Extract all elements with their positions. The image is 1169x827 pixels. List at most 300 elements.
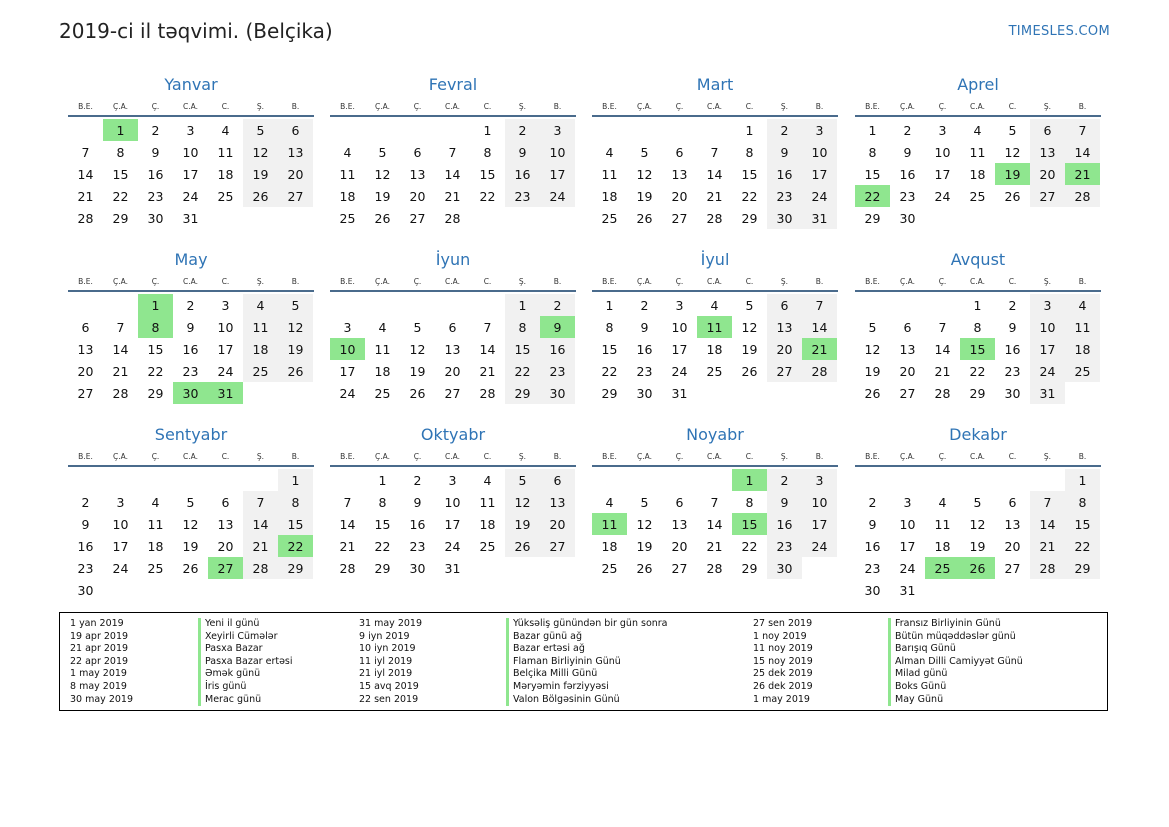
day-cell: 21 <box>934 363 951 379</box>
legend-entry: Pasxa Bazar ertəsi <box>205 655 293 667</box>
day-cell: 9 <box>505 141 540 163</box>
day-cell: 15 <box>601 341 618 357</box>
legend-entry: Bazar günü ağ <box>513 630 583 642</box>
day-cell: 11 <box>969 144 986 160</box>
day-cell: 10 <box>217 319 234 335</box>
weekday-label: Ş. <box>518 276 527 286</box>
day-cell: 27 <box>671 560 688 576</box>
day-cell: 19 <box>409 363 426 379</box>
header-rule <box>592 115 838 117</box>
day-cell: 21 <box>1030 535 1065 557</box>
day-cell: 16 <box>409 516 426 532</box>
weekday-header <box>855 449 1101 463</box>
legend-entry: 21 apr 2019 <box>70 643 129 655</box>
empty-cell <box>435 294 470 316</box>
weekday-label: C.A. <box>182 101 198 111</box>
day-cell: 9 <box>903 144 912 160</box>
day-cell: 17 <box>1030 338 1065 360</box>
weekday-label: Ç.A. <box>899 101 915 111</box>
day-cell: 30 <box>540 382 575 404</box>
weekday-header <box>68 99 314 113</box>
weekday-label: Ş. <box>256 101 265 111</box>
day-cell: 6 <box>675 494 684 510</box>
day-cell: 11 <box>374 341 391 357</box>
weekday-label: B.E. <box>78 276 93 286</box>
day-cell: 5 <box>378 144 387 160</box>
holiday-day: 31 <box>208 382 243 404</box>
day-cell: 15 <box>1065 513 1100 535</box>
weekday-label: Ş. <box>780 101 789 111</box>
empty-cell <box>68 294 103 316</box>
legend-entry: Valon Bölgəsinin Günü <box>513 693 620 705</box>
day-cell: 1 <box>745 122 754 138</box>
day-cell: 22 <box>741 188 758 204</box>
weekday-label: C.A. <box>444 276 460 286</box>
day-cell: 19 <box>505 513 540 535</box>
legend-entry: Yüksəliş günündən bir gün sonra <box>513 618 668 629</box>
day-cell: 1 <box>483 122 492 138</box>
day-cell: 16 <box>182 341 199 357</box>
weekday-label: Ç.A. <box>112 101 128 111</box>
day-cell: 13 <box>540 491 575 513</box>
weekday-label: B.E. <box>602 276 617 286</box>
day-cell: 30 <box>636 385 653 401</box>
month-name: Aprel <box>957 75 999 94</box>
day-cell: 28 <box>934 385 951 401</box>
day-cell: 6 <box>675 144 684 160</box>
day-cell: 30 <box>767 207 802 229</box>
header-rule <box>330 115 576 117</box>
day-cell: 3 <box>802 469 837 491</box>
day-cell: 14 <box>444 166 461 182</box>
weekday-label: B. <box>815 451 824 461</box>
weekday-label: C. <box>221 451 230 461</box>
day-cell: 28 <box>339 560 356 576</box>
day-cell: 13 <box>671 166 688 182</box>
legend-entry: 1 yan 2019 <box>70 618 124 629</box>
legend-names-col-3 <box>888 618 1023 706</box>
empty-cell <box>365 294 400 316</box>
legend-entry: Fransız Birliyinin Günü <box>895 618 1001 629</box>
day-cell: 27 <box>1004 560 1021 576</box>
weekday-label: C.A. <box>444 101 460 111</box>
day-cell: 24 <box>112 560 129 576</box>
day-cell: 24 <box>1030 360 1065 382</box>
page-title: 2019-ci il təqvimi. (Belçika) <box>59 19 333 43</box>
day-cell: 24 <box>540 185 575 207</box>
day-cell: 10 <box>899 516 916 532</box>
day-cell: 13 <box>278 141 313 163</box>
day-cell: 20 <box>671 538 688 554</box>
brand-link[interactable]: TIMESLES.COM <box>1008 24 1110 39</box>
day-cell: 17 <box>934 166 951 182</box>
day-cell: 16 <box>767 513 802 535</box>
month-name: İyun <box>435 250 471 269</box>
legend-entry: Alman Dilli Camiyyət Günü <box>895 655 1023 667</box>
empty-cell <box>662 119 697 141</box>
day-cell: 7 <box>710 494 719 510</box>
day-cell: 13 <box>1030 141 1065 163</box>
day-cell: 5 <box>186 494 195 510</box>
day-cell: 14 <box>934 341 951 357</box>
day-cell: 28 <box>1065 185 1100 207</box>
weekday-label: Ç. <box>938 451 947 461</box>
legend-entry: Xeyirli Cümələr <box>205 630 278 642</box>
weekday-header <box>68 449 314 463</box>
day-cell: 15 <box>505 338 540 360</box>
weekday-header <box>330 449 576 463</box>
weekday-label: Ç. <box>413 276 422 286</box>
day-cell: 14 <box>706 166 723 182</box>
weekday-label: Ç. <box>151 276 160 286</box>
holiday-day: 9 <box>540 316 575 338</box>
month-name: Dekabr <box>949 425 1007 444</box>
day-cell: 27 <box>1030 185 1065 207</box>
day-cell: 13 <box>409 166 426 182</box>
day-grid <box>330 294 576 404</box>
day-cell: 21 <box>479 363 496 379</box>
day-cell: 8 <box>745 144 754 160</box>
empty-cell <box>470 294 505 316</box>
day-cell: 18 <box>1065 338 1100 360</box>
day-cell: 23 <box>767 535 802 557</box>
day-cell: 13 <box>77 341 94 357</box>
legend-entry: 8 may 2019 <box>70 680 127 692</box>
legend-entry: 11 iyl 2019 <box>359 655 413 667</box>
weekday-label: Ş. <box>518 101 527 111</box>
legend-dates-col-3 <box>753 618 813 706</box>
day-cell: 5 <box>505 469 540 491</box>
day-cell: 17 <box>217 341 234 357</box>
holiday-day: 1 <box>103 119 138 141</box>
day-cell: 16 <box>636 341 653 357</box>
weekday-label: C.A. <box>182 276 198 286</box>
day-grid <box>592 469 838 579</box>
day-cell: 9 <box>767 141 802 163</box>
month-name: Fevral <box>428 75 478 94</box>
day-cell: 29 <box>374 560 391 576</box>
day-cell: 7 <box>243 491 278 513</box>
weekday-header <box>592 449 838 463</box>
weekday-label: C. <box>745 276 754 286</box>
day-cell: 27 <box>899 385 916 401</box>
holiday-day: 1 <box>732 469 767 491</box>
legend-entry: 1 may 2019 <box>70 668 127 680</box>
day-cell: 14 <box>77 166 94 182</box>
weekday-label: B. <box>553 276 562 286</box>
weekday-label: C. <box>1008 101 1017 111</box>
day-cell: 7 <box>81 144 90 160</box>
weekday-label: C. <box>483 101 492 111</box>
day-cell: 22 <box>601 363 618 379</box>
day-cell: 17 <box>182 166 199 182</box>
weekday-label: C.A. <box>969 276 985 286</box>
day-cell: 31 <box>802 207 837 229</box>
day-grid <box>855 294 1101 404</box>
day-cell: 29 <box>741 210 758 226</box>
day-cell: 18 <box>601 538 618 554</box>
day-cell: 29 <box>278 557 313 579</box>
holiday-day: 1 <box>138 294 173 316</box>
empty-cell <box>330 119 365 141</box>
day-cell: 3 <box>116 494 125 510</box>
day-cell: 10 <box>934 144 951 160</box>
day-cell: 4 <box>938 494 947 510</box>
weekday-label: C. <box>483 451 492 461</box>
day-cell: 25 <box>217 188 234 204</box>
legend-entry: 26 dek 2019 <box>753 680 813 692</box>
month-may <box>68 249 314 404</box>
day-cell: 18 <box>217 166 234 182</box>
day-cell: 9 <box>186 319 195 335</box>
day-cell: 24 <box>671 363 688 379</box>
month-avqust <box>855 249 1101 404</box>
day-cell: 12 <box>864 341 881 357</box>
day-cell: 9 <box>413 494 422 510</box>
day-cell: 26 <box>243 185 278 207</box>
holiday-legend <box>59 612 1108 711</box>
weekday-label: B. <box>1078 276 1087 286</box>
weekday-label: C.A. <box>969 101 985 111</box>
weekday-label: Ç.A. <box>112 276 128 286</box>
legend-entry: 27 sen 2019 <box>753 618 813 629</box>
day-cell: 23 <box>1004 363 1021 379</box>
day-cell: 13 <box>671 516 688 532</box>
day-cell: 23 <box>540 360 575 382</box>
day-cell: 27 <box>444 385 461 401</box>
day-cell: 4 <box>605 144 614 160</box>
weekday-label: B. <box>815 101 824 111</box>
legend-entry: 21 iyl 2019 <box>359 668 413 680</box>
day-cell: 31 <box>899 582 916 598</box>
day-cell: 28 <box>77 210 94 226</box>
legend-entry: Bazar ertəsi ağ <box>513 643 585 655</box>
day-cell: 28 <box>706 560 723 576</box>
month-oktyabr <box>330 424 576 579</box>
legend-entry: 10 iyn 2019 <box>359 643 416 655</box>
day-grid <box>330 119 576 229</box>
legend-entry: 22 sen 2019 <box>359 693 419 705</box>
day-cell: 9 <box>151 144 160 160</box>
day-cell: 4 <box>1065 294 1100 316</box>
weekday-label: Ç. <box>675 276 684 286</box>
legend-entry: 11 noy 2019 <box>753 643 813 655</box>
day-cell: 9 <box>868 516 877 532</box>
day-cell: 4 <box>710 297 719 313</box>
day-cell: 5 <box>278 294 313 316</box>
day-cell: 15 <box>278 513 313 535</box>
day-cell: 25 <box>969 188 986 204</box>
month-aprel <box>855 74 1101 229</box>
weekday-label: Ç. <box>413 101 422 111</box>
day-cell: 3 <box>448 472 457 488</box>
day-cell: 24 <box>339 385 356 401</box>
day-cell: 24 <box>444 538 461 554</box>
day-cell: 29 <box>112 210 129 226</box>
weekday-label: Ş. <box>1043 276 1052 286</box>
day-cell: 29 <box>741 560 758 576</box>
month-name: Avqust <box>950 250 1006 269</box>
day-cell: 31 <box>444 560 461 576</box>
day-cell: 25 <box>601 560 618 576</box>
weekday-label: Ç.A. <box>636 451 652 461</box>
day-cell: 17 <box>112 538 129 554</box>
day-cell: 1 <box>278 469 313 491</box>
legend-entry: Yeni il günü <box>205 618 260 629</box>
weekday-label: Ç. <box>675 451 684 461</box>
day-cell: 25 <box>479 538 496 554</box>
day-cell: 7 <box>1065 119 1100 141</box>
weekday-label: C. <box>483 276 492 286</box>
header-rule <box>855 115 1101 117</box>
day-cell: 6 <box>1030 119 1065 141</box>
empty-cell <box>697 469 732 491</box>
day-cell: 6 <box>767 294 802 316</box>
day-cell: 15 <box>147 341 164 357</box>
day-cell: 24 <box>802 535 837 557</box>
day-cell: 29 <box>601 385 618 401</box>
day-cell: 28 <box>112 385 129 401</box>
day-cell: 22 <box>741 538 758 554</box>
day-cell: 16 <box>540 338 575 360</box>
day-cell: 11 <box>243 316 278 338</box>
weekday-label: Ç. <box>413 451 422 461</box>
day-cell: 2 <box>505 119 540 141</box>
day-cell: 30 <box>409 560 426 576</box>
header-rule <box>330 290 576 292</box>
weekday-label: Ş. <box>256 451 265 461</box>
weekday-label: Ç. <box>151 451 160 461</box>
day-cell: 15 <box>479 166 496 182</box>
legend-dates-col-1 <box>70 618 133 706</box>
weekday-label: C.A. <box>182 451 198 461</box>
day-cell: 9 <box>640 319 649 335</box>
day-cell: 1 <box>1065 469 1100 491</box>
day-cell: 12 <box>374 166 391 182</box>
day-cell: 3 <box>675 297 684 313</box>
weekday-label: C.A. <box>969 451 985 461</box>
weekday-label: C. <box>745 451 754 461</box>
empty-cell <box>400 294 435 316</box>
day-cell: 8 <box>483 144 492 160</box>
day-cell: 21 <box>706 538 723 554</box>
day-cell: 31 <box>1030 382 1065 404</box>
day-cell: 30 <box>864 582 881 598</box>
day-cell: 2 <box>413 472 422 488</box>
day-cell: 18 <box>374 363 391 379</box>
holiday-day: 21 <box>802 338 837 360</box>
legend-entry: 19 apr 2019 <box>70 630 129 642</box>
day-cell: 9 <box>767 491 802 513</box>
day-cell: 29 <box>969 385 986 401</box>
day-cell: 14 <box>479 341 496 357</box>
day-cell: 17 <box>540 163 575 185</box>
day-cell: 20 <box>671 188 688 204</box>
holiday-day: 26 <box>960 557 995 579</box>
day-cell: 14 <box>706 516 723 532</box>
weekday-label: Ç.A. <box>899 451 915 461</box>
day-cell: 23 <box>505 185 540 207</box>
day-cell: 29 <box>1065 557 1100 579</box>
legend-entry: Pasxa Bazar <box>205 643 263 655</box>
day-cell: 23 <box>409 538 426 554</box>
day-cell: 22 <box>147 363 164 379</box>
month-name: Oktyabr <box>420 425 486 444</box>
weekday-label: B. <box>1078 101 1087 111</box>
day-cell: 8 <box>378 494 387 510</box>
empty-cell <box>925 469 960 491</box>
legend-entry: Əmək günü <box>205 668 261 680</box>
day-cell: 13 <box>217 516 234 532</box>
day-cell: 18 <box>147 538 164 554</box>
day-grid <box>68 294 314 404</box>
weekday-label: Ç.A. <box>899 276 915 286</box>
month-sentyabr <box>68 424 314 601</box>
day-cell: 11 <box>601 166 618 182</box>
empty-cell <box>592 119 627 141</box>
day-cell: 25 <box>1065 360 1100 382</box>
legend-entry: 31 may 2019 <box>359 618 423 629</box>
weekday-label: B. <box>291 101 300 111</box>
day-cell: 14 <box>339 516 356 532</box>
day-cell: 20 <box>767 338 802 360</box>
weekday-label: Ç. <box>938 101 947 111</box>
empty-cell <box>365 119 400 141</box>
day-cell: 7 <box>1030 491 1065 513</box>
day-cell: 26 <box>741 363 758 379</box>
day-cell: 4 <box>221 122 230 138</box>
day-cell: 21 <box>243 535 278 557</box>
month-name: Noyabr <box>686 425 744 444</box>
empty-cell <box>435 119 470 141</box>
day-cell: 1 <box>605 297 614 313</box>
day-cell: 7 <box>710 144 719 160</box>
day-cell: 21 <box>112 363 129 379</box>
day-cell: 27 <box>767 360 802 382</box>
legend-entry: Belçika Milli Günü <box>513 668 598 680</box>
empty-cell <box>138 469 173 491</box>
day-cell: 10 <box>671 319 688 335</box>
day-cell: 19 <box>374 188 391 204</box>
header-rule <box>855 465 1101 467</box>
day-cell: 2 <box>767 119 802 141</box>
legend-entry: İris günü <box>205 680 247 692</box>
header-rule <box>330 465 576 467</box>
day-cell: 20 <box>77 363 94 379</box>
weekday-label: B. <box>553 451 562 461</box>
day-cell: 2 <box>186 297 195 313</box>
day-cell: 16 <box>1004 341 1021 357</box>
day-cell: 16 <box>864 538 881 554</box>
day-cell: 26 <box>636 210 653 226</box>
weekday-label: B.E. <box>78 451 93 461</box>
day-cell: 26 <box>505 535 540 557</box>
weekday-label: Ç. <box>151 101 160 111</box>
weekday-label: C.A. <box>706 451 722 461</box>
day-cell: 14 <box>1030 513 1065 535</box>
day-cell: 9 <box>81 516 90 532</box>
day-cell: 26 <box>636 560 653 576</box>
holiday-day: 15 <box>960 338 995 360</box>
legend-entry: Məryəmin fərziyyəsi <box>513 680 609 692</box>
day-cell: 28 <box>1030 557 1065 579</box>
day-cell: 1 <box>505 294 540 316</box>
day-cell: 30 <box>147 210 164 226</box>
weekday-label: B.E. <box>602 101 617 111</box>
weekday-label: C.A. <box>444 451 460 461</box>
legend-entry: 1 may 2019 <box>753 693 810 705</box>
day-cell: 13 <box>767 316 802 338</box>
